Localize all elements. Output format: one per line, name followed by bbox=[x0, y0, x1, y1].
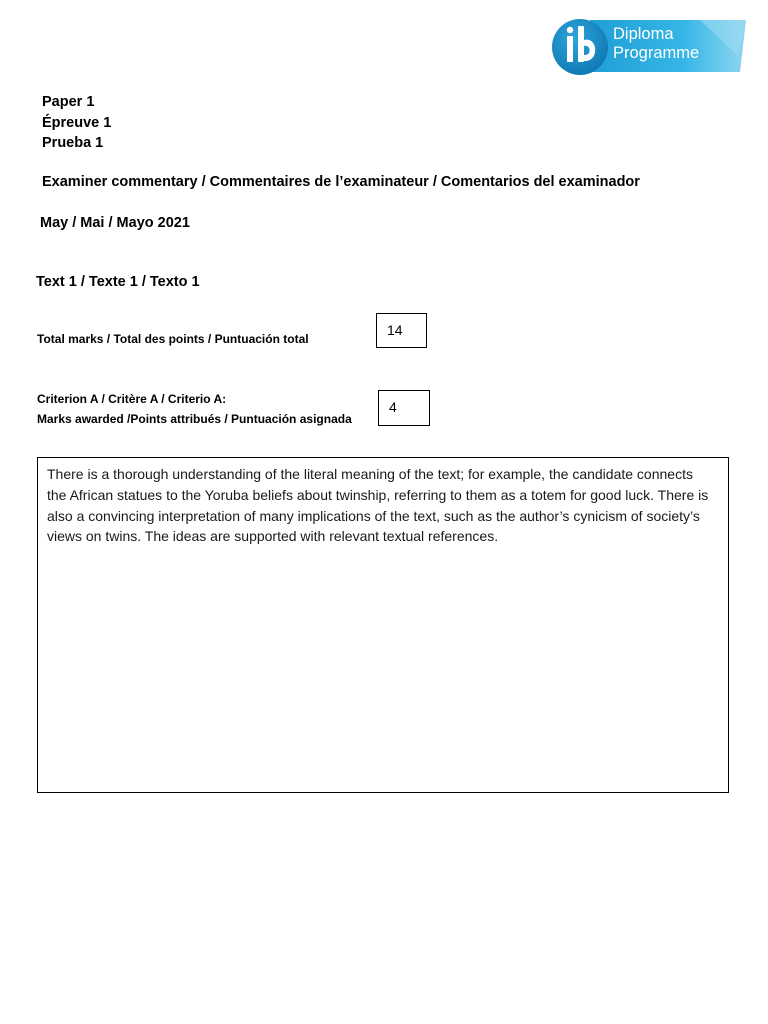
paper-es: Prueba 1 bbox=[42, 135, 104, 151]
paper-en: Paper 1 bbox=[42, 94, 95, 110]
logo-text bbox=[613, 25, 699, 63]
total-marks-box: 14 bbox=[376, 313, 427, 348]
paper-fr: Épreuve 1 bbox=[42, 114, 112, 131]
ib-diploma-logo bbox=[550, 16, 746, 76]
criterion-title: Criterion A / Critère A / Criterio A: bbox=[37, 392, 227, 406]
session-date: May / Mai / Mayo 2021 bbox=[40, 215, 190, 231]
total-marks-label: Total marks / Total des points / Puntuación total bbox=[37, 332, 309, 346]
logo-line-programme: Programme bbox=[613, 44, 700, 62]
text-heading: Text 1 / Texte 1 / Texto 1 bbox=[36, 274, 200, 290]
logo-line-diploma: Diploma bbox=[613, 25, 674, 43]
paper-heading bbox=[42, 92, 111, 154]
commentary-title: Examiner commentary / Commentaires de l’examinateur / Comentarios del examinador bbox=[42, 174, 640, 190]
criterion-marks-box: 4 bbox=[378, 390, 430, 426]
examiner-comment-box: There is a thorough understanding of the literal meaning of the text; for example, the candidate connects the African statues to the Yoruba beliefs about twinship, referring to them as a totem for good luck. There is also a convincing interpretation of many implications of the text, such as the author’s cynicism of society’s views on twins. The ideas are supported with relevant textual references. bbox=[37, 457, 729, 793]
marks-awarded-label: Marks awarded /Points attribués / Puntuación asignada bbox=[37, 412, 352, 426]
criterion-label bbox=[37, 389, 352, 429]
